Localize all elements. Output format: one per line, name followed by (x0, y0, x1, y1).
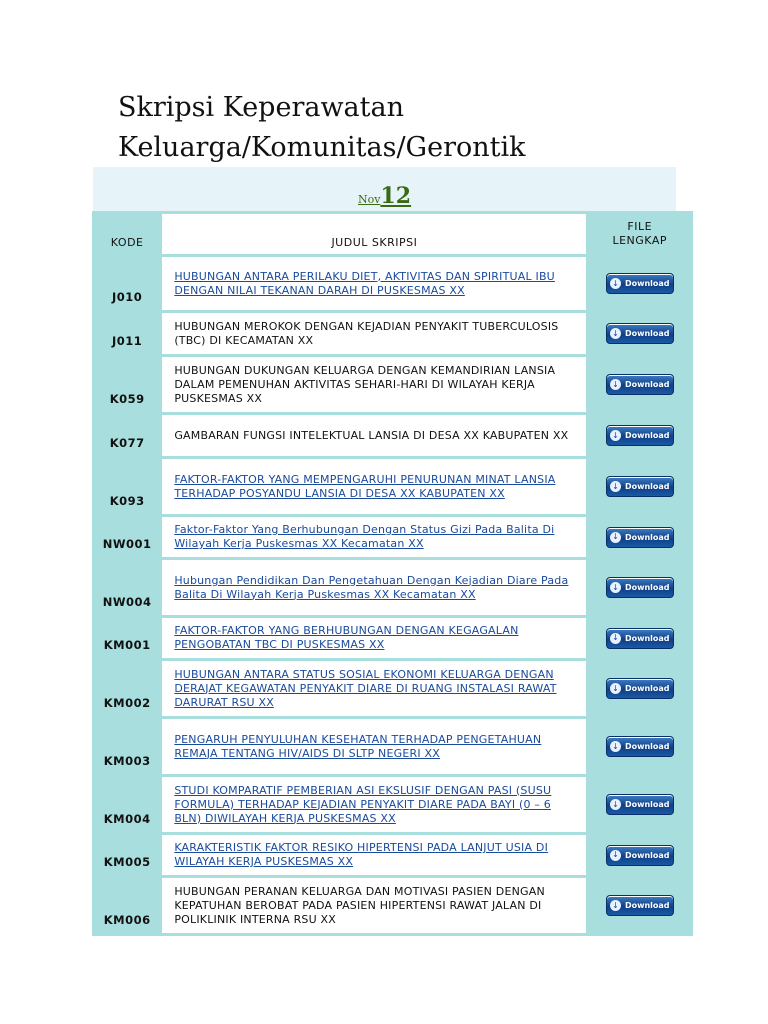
row-kode: J010 (95, 257, 159, 310)
header-judul: JUDUL SKRIPSI (162, 214, 586, 254)
row-file-cell (589, 777, 690, 832)
row-file-cell (589, 313, 690, 354)
download-arrow-icon: ↓ (610, 799, 621, 810)
row-judul-cell (162, 459, 586, 514)
row-judul-cell (162, 517, 586, 557)
row-judul-text: HUBUNGAN MEROKOK DENGAN KEJADIAN PENYAKIT TUBERCULOSIS (TBC) DI KECAMATAN XX (174, 319, 559, 347)
row-judul-link[interactable]: Hubungan Pendidikan Dan Pengetahuan Dengan Kejadian Diare Pada Balita Di Wilayah Kerja Puskesmas XX Kecamatan XX (174, 573, 569, 601)
table-row (95, 661, 690, 716)
row-judul-cell (162, 618, 586, 658)
row-judul-link[interactable]: Faktor-Faktor Yang Berhubungan Dengan Status Gizi Pada Balita Di Wilayah Kerja Puskesmas XX Kecamatan XX (174, 523, 555, 550)
download-label: Download (624, 684, 670, 693)
download-button[interactable] (606, 628, 674, 649)
row-file-cell (589, 878, 690, 933)
row-judul-cell (162, 777, 586, 832)
row-file-cell (589, 357, 690, 412)
download-label: Download (624, 532, 670, 542)
page-title-line-1: Skripsi Keperawatan (118, 92, 404, 123)
header-kode: KODE (95, 214, 159, 254)
row-kode: K077 (95, 415, 159, 456)
download-label: Download (624, 742, 670, 751)
table-header-row (95, 214, 690, 254)
row-file-cell (589, 459, 690, 514)
table-row (95, 415, 690, 456)
row-file-cell (589, 257, 690, 310)
table-row (95, 517, 690, 557)
download-button[interactable] (606, 323, 674, 344)
row-judul-link[interactable]: FAKTOR-FAKTOR YANG MEMPENGARUHI PENURUNAN MINAT LANSIA TERHADAP POSYANDU LANSIA DI DESA XX KABUPATEN XX (174, 472, 556, 500)
row-file-cell (589, 835, 690, 875)
row-judul-text: GAMBARAN FUNGSI INTELEKTUAL LANSIA DI DESA XX KABUPATEN XX (174, 428, 569, 442)
download-arrow-icon: ↓ (610, 379, 621, 390)
row-kode: KM005 (95, 835, 159, 875)
download-arrow-icon: ↓ (610, 328, 621, 339)
download-label: Download (624, 901, 670, 910)
download-button[interactable] (606, 476, 674, 497)
download-arrow-icon: ↓ (610, 683, 621, 694)
page-title (118, 88, 678, 168)
download-button[interactable] (606, 678, 674, 699)
table-row (95, 459, 690, 514)
download-label: Download (624, 482, 670, 491)
table-row (95, 878, 690, 933)
row-file-cell (589, 661, 690, 716)
header-file-line-2: LENGKAP (612, 234, 667, 247)
skripsi-table (92, 211, 693, 936)
download-label: Download (624, 583, 670, 592)
download-button[interactable] (606, 895, 674, 916)
row-file-cell (589, 719, 690, 774)
row-kode: KM003 (95, 719, 159, 774)
download-arrow-icon: ↓ (610, 850, 621, 861)
download-button[interactable] (606, 794, 674, 815)
row-file-cell (589, 415, 690, 456)
row-kode: K093 (95, 459, 159, 514)
row-judul-cell (162, 661, 586, 716)
download-label: Download (624, 850, 670, 860)
download-button[interactable] (606, 273, 674, 294)
row-judul-cell (162, 719, 586, 774)
download-button[interactable] (606, 425, 674, 446)
row-judul-link[interactable]: FAKTOR-FAKTOR YANG BERHUBUNGAN DENGAN KEGAGALAN PENGOBATAN TBC DI PUSKESMAS XX (174, 624, 519, 651)
row-judul-cell (162, 357, 586, 412)
download-button[interactable] (606, 577, 674, 598)
row-file-cell (589, 517, 690, 557)
download-button[interactable] (606, 845, 674, 866)
table-row (95, 719, 690, 774)
post-date-month: Nov (357, 193, 381, 206)
date-band (93, 167, 676, 212)
download-label: Download (624, 329, 670, 338)
row-judul-cell (162, 835, 586, 875)
download-arrow-icon: ↓ (610, 430, 621, 441)
download-label: Download (624, 431, 670, 440)
download-arrow-icon: ↓ (610, 532, 621, 543)
row-judul-text: HUBUNGAN DUKUNGAN KELUARGA DENGAN KEMANDIRIAN LANSIA DALAM PEMENUHAN AKTIVITAS SEHARI-HARI DI WILAYAH KERJA PUSKESMAS XX (174, 363, 556, 405)
row-kode: K059 (95, 357, 159, 412)
row-file-cell (589, 618, 690, 658)
row-judul-text: HUBUNGAN PERANAN KELUARGA DAN MOTIVASI PASIEN DENGAN KEPATUHAN BEROBAT PADA PASIEN HIPERTENSI RAWAT JALAN DI POLIKLINIK INTERNA RSU XX (174, 884, 545, 926)
row-judul-cell (162, 257, 586, 310)
download-arrow-icon: ↓ (610, 582, 621, 593)
table-row (95, 357, 690, 412)
row-kode: KM002 (95, 661, 159, 716)
download-arrow-icon: ↓ (610, 900, 621, 911)
row-kode: NW004 (95, 560, 159, 615)
row-judul-link[interactable]: KARAKTERISTIK FAKTOR RESIKO HIPERTENSI PADA LANJUT USIA DI WILAYAH KERJA PUSKESMAS XX (174, 841, 549, 868)
download-arrow-icon: ↓ (610, 633, 621, 644)
table-row (95, 313, 690, 354)
download-arrow-icon: ↓ (610, 741, 621, 752)
row-judul-cell (162, 313, 586, 354)
header-file-line-1: FILE (627, 220, 653, 233)
download-label: Download (624, 279, 670, 288)
page-title-line-2: Keluarga/Komunitas/Gerontik (118, 132, 526, 163)
download-label: Download (624, 633, 670, 643)
row-judul-link[interactable]: HUBUNGAN ANTARA STATUS SOSIAL EKONOMI KELUARGA DENGAN DERAJAT KEGAWATAN PENYAKIT DIARE DI RUANG INSTALASI RAWAT DARURAT RSU XX (174, 667, 557, 709)
row-judul-cell (162, 560, 586, 615)
table-row (95, 618, 690, 658)
table-row (95, 560, 690, 615)
post-date[interactable] (93, 183, 676, 209)
row-kode: NW001 (95, 517, 159, 557)
row-kode: KM006 (95, 878, 159, 933)
row-kode: KM004 (95, 777, 159, 832)
table-row (95, 257, 690, 310)
table-row (95, 777, 690, 832)
download-arrow-icon: ↓ (610, 278, 621, 289)
row-kode: J011 (95, 313, 159, 354)
row-judul-cell (162, 415, 586, 456)
post-date-day: 12 (380, 183, 412, 209)
download-label: Download (624, 800, 670, 809)
download-button[interactable] (606, 736, 674, 757)
row-file-cell (589, 560, 690, 615)
download-label: Download (624, 380, 670, 389)
row-kode: KM001 (95, 618, 159, 658)
download-arrow-icon: ↓ (610, 481, 621, 492)
download-button[interactable] (606, 374, 674, 395)
download-button[interactable] (606, 527, 674, 548)
header-file (589, 214, 690, 254)
table-row (95, 835, 690, 875)
row-judul-cell (162, 878, 586, 933)
row-judul-link[interactable]: STUDI KOMPARATIF PEMBERIAN ASI EKSLUSIF DENGAN PASI (SUSU FORMULA) TERHADAP KEJADIAN PENYAKIT DIARE PADA BAYI (0 – 6 BLN) DIWILAYAH KERJA PUSKESMAS XX (174, 783, 552, 825)
row-judul-link[interactable]: HUBUNGAN ANTARA PERILAKU DIET, AKTIVITAS DAN SPIRITUAL IBU DENGAN NILAI TEKANAN DARAH DI PUSKESMAS XX (174, 269, 555, 297)
row-judul-link[interactable]: PENGARUH PENYULUHAN KESEHATAN TERHADAP PENGETAHUAN REMAJA TENTANG HIV/AIDS DI SLTP NEGERI XX (174, 732, 542, 760)
